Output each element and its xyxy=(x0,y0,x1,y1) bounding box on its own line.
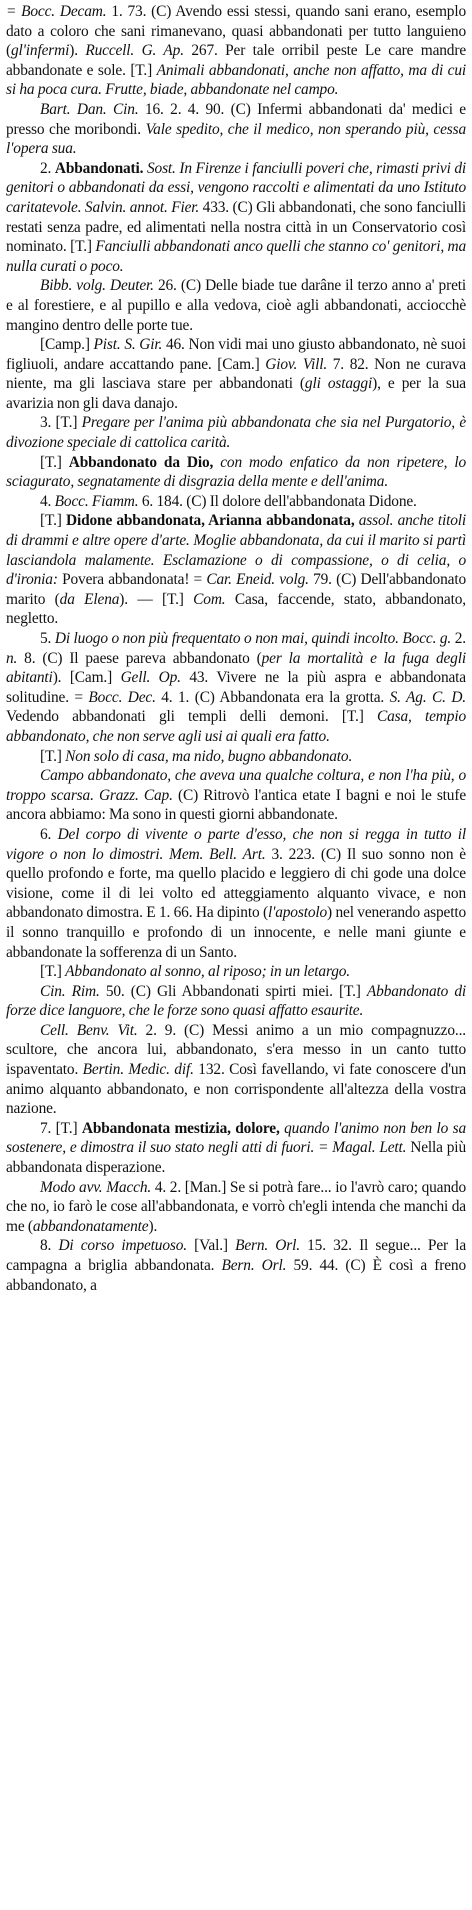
body-text: 6. 184. (C) Il dolore dell'abbandonata Didone. xyxy=(138,492,417,510)
body-text: 3. 223. (C) Il suo sonno non è quello profondo e forte, ma quello placido e leggiero di chi gode una dolce visione, come il di lei volto ed atteggiamento alquanto vivace, e non abbandonato dimostra. E 1. 66. Ha dipinto ( xyxy=(6,845,466,922)
body-text: 2. 9. (C) Messi animo a un mio compagnuzzo... scultore, che ancora lui, abbandonato, s'era messo in un canto tutto ispaventato. xyxy=(6,1021,466,1079)
body-text: 79. (C) Dell'abbandonato marito ( xyxy=(6,571,466,608)
italic-text: Modo avv. Macch. xyxy=(40,1178,152,1196)
bold-headword: Abbandonati. xyxy=(54,159,144,177)
italic-text: Gell. Op. xyxy=(120,669,181,687)
dictionary-paragraph xyxy=(6,962,466,982)
italic-text: Cell. Benv. Vit. xyxy=(40,1021,138,1039)
body-text: Casa, faccende, stato, abbandonato, negletto. xyxy=(6,590,466,628)
italic-text: Sost. In Firenze i fanciulli poveri che, rimasti privi di genitori o abbandonati da essi, vengono raccolti e alimentati da uno Istituto caritatevole. Salvin. annot. Fier. xyxy=(6,159,466,216)
body-text: 4. 2. [Man.] Se si potrà fare... io l'avrò caro; quando che no, io farò le cose all'abbandonata, e vorrò ch'egli intenda che manchi da me ( xyxy=(6,1178,466,1235)
body-text: ). xyxy=(148,1217,158,1235)
body-text: 267. Per tale orribil peste Le care mandre abbandonate e sole. [T.] xyxy=(6,42,467,79)
italic-text: Animali abbandonati, anche non affatto, ma di cui si ha poca cura. Frutte, biade, abbandonate nel campo. xyxy=(6,61,466,99)
italic-text: l'apostolo xyxy=(267,904,328,922)
italic-text: n. xyxy=(6,649,18,667)
body-text: [Val.] xyxy=(186,1237,236,1255)
italic-text: quando l'animo non ben lo sa sostenere, e dimostra il suo stato negli atti di fuori. = Magal. Lett. xyxy=(6,1119,467,1157)
bold-headword: Abbandonata mestizia, dolore, xyxy=(81,1119,280,1137)
dictionary-paragraph xyxy=(6,159,466,277)
body-text: 2. xyxy=(451,630,466,647)
dictionary-paragraph xyxy=(6,766,466,825)
body-text: 59. 44. (C) È così a freno abbandonato, a xyxy=(6,1257,466,1294)
body-text: 50. (C) Gli Abbandonati spirti miei. [T.] xyxy=(99,982,367,1000)
bold-headword: Abbandonato da Dio, xyxy=(68,453,214,471)
body-text: Vedendo abbandonati gli templi delli demoni. [T.] xyxy=(6,708,377,726)
italic-text: Di corso impetuoso. xyxy=(58,1237,187,1255)
italic-text: S. Ag. C. D. xyxy=(389,688,466,706)
italic-text: = Bocc. Decam. xyxy=(6,3,107,20)
dictionary-paragraph xyxy=(6,1021,466,1119)
dictionary-paragraph xyxy=(6,747,466,767)
dictionary-paragraph xyxy=(6,629,466,747)
body-text: 7. 82. Non ne curava niente, ma gli lasciava stare per abbandonati ( xyxy=(6,355,466,393)
body-text: 1. 73. (C) Avendo essi stessi, quando sani erano, esemplo dato a coloro che sani rimanevano, quasi abbandonati per tutto languieno ( xyxy=(6,3,466,60)
body-text: [T.] xyxy=(40,453,69,471)
body-text: 3. [T.] xyxy=(40,414,82,432)
dictionary-paragraph xyxy=(6,100,466,159)
italic-text: Car. Eneid. volg. xyxy=(206,571,309,589)
italic-text: Non solo di casa, ma nido, bugno abbandonato. xyxy=(65,747,353,765)
body-text: 7. [T.] xyxy=(40,1119,82,1137)
body-text: [T.] xyxy=(40,747,66,765)
body-text: 132. Così favellando, vi fate conoscere d'un animo alquanto abbandonato, e non corrispondente all'altezza della vostra nazione. xyxy=(6,1061,466,1118)
body-text: (C) Ritrovò l'antica etate I bagni e noi le stufe ancora abbiamo: Ma sono in questi giorni abbandonate. xyxy=(6,786,466,824)
italic-text: gli ostaggi xyxy=(304,375,373,393)
italic-text: abbandonatamente xyxy=(32,1217,149,1235)
italic-text: Abbandonato al sonno, al riposo; in un letargo. xyxy=(65,963,350,981)
dictionary-paragraph xyxy=(6,413,466,452)
body-text: 6. xyxy=(40,825,58,843)
italic-text: gl'infermi xyxy=(10,42,70,60)
body-text: 26. (C) Delle biade tue darâne il terzo anno a' preti e al forestiere, e al pupillo e alla vedova, cioè agli abbandonati, acciocchè mangino dentro delle porte tue. xyxy=(6,277,466,334)
italic-text: Giov. Vill. xyxy=(265,355,328,373)
italic-text: Ruccell. G. Ap. xyxy=(85,42,184,60)
body-text: 4. 1. (C) Abbandonata era la grotta. xyxy=(155,688,390,706)
dictionary-paragraph xyxy=(6,1119,466,1178)
italic-text: Cin. Rim. xyxy=(40,982,100,1000)
dictionary-paragraph xyxy=(6,1178,466,1237)
italic-text: Pregare per l'anima più abbandonata che sia nel Purgatorio, è divozione speciale di cattolica carità. xyxy=(6,414,466,452)
italic-text: Fanciulli abbandonati anco quelli che stanno co' genitori, ma nulla curati o poco. xyxy=(6,238,467,275)
body-text: ). — [T.] xyxy=(119,590,194,608)
body-text: 433. (C) Gli abbandonati, che sono fanciulli restati senza padre, ed alimentati nella nostra città in un Conservatorio così nominato. [T.] xyxy=(6,198,466,256)
body-text: ). [Cam.] xyxy=(52,669,121,687)
body-text: Povera abbandonata! = xyxy=(57,571,207,589)
body-text: 16. 2. 4. 90. (C) Infermi abbandonati da' medici e presso che moribondi. xyxy=(6,100,466,138)
italic-text: Abbandonato di forze dice languore, che le forze sono quasi affatto esaurite. xyxy=(6,982,467,1020)
dictionary-paragraph xyxy=(6,2,466,100)
dictionary-paragraph xyxy=(6,276,466,335)
italic-text: da Elena xyxy=(59,590,120,608)
italic-text: Bern. Orl. xyxy=(235,1237,300,1255)
dictionary-paragraph xyxy=(6,335,466,413)
italic-text: Com. xyxy=(193,590,226,608)
italic-text: Del corpo di vivente o parte d'esso, che non si regga in tutto il vigore o non lo dimostri. Mem. Bell. Art. xyxy=(6,825,466,863)
dictionary-paragraph xyxy=(6,453,466,492)
body-text: [T.] xyxy=(40,963,66,981)
body-text: ). xyxy=(69,42,86,60)
body-text: 5. xyxy=(40,630,55,647)
italic-text: Casa, tempio abbandonato, che non serve agli usi ai quali era fatto. xyxy=(6,708,466,745)
dictionary-paragraph xyxy=(6,982,466,1021)
bold-headword: Didone abbandonata, Arianna abbandonata, xyxy=(65,512,355,530)
italic-text: Bart. Dan. Cin. xyxy=(40,100,139,118)
body-text: Nella più abbandonata disperazione. xyxy=(6,1139,466,1177)
italic-text: Bibb. volg. Deuter. xyxy=(40,277,154,295)
italic-text: Campo abbandonato, che aveva una qualche coltura, e non l'ha più, o troppo scarsa. Grazz. Cap. xyxy=(6,767,466,804)
body-text: 2. xyxy=(40,159,55,177)
italic-text: Bocc. Dec. xyxy=(88,688,156,706)
italic-text: Bocc. Fiamm. xyxy=(54,492,139,510)
italic-text: Di luogo o non più frequentato o non mai, quindi incolto. Bocc. g. xyxy=(54,630,452,647)
dictionary-paragraph xyxy=(6,1236,466,1295)
body-text: 46. Non vidi mai uno giusto abbandonato, nè suoi figliuoli, andare accattando pane. [Cam.] xyxy=(6,336,466,373)
body-text: 4. xyxy=(40,492,55,510)
body-text: [Camp.] xyxy=(40,336,94,354)
dictionary-paragraph xyxy=(6,825,466,962)
italic-text: Bertin. Medic. dif. xyxy=(82,1061,194,1079)
italic-text: Vale spedito, che il medico, non sperando più, cessa l'opera sua. xyxy=(6,120,467,158)
dictionary-paragraph xyxy=(6,511,466,629)
italic-text: assol. anche titoli di drammi e altre opere d'arte. Moglie abbandonata, da cui il marito si partì lasciandola malamente. Esclamazione o di compassione, o di celia, o d'ironia: xyxy=(6,512,466,589)
body-text: ), e per la sua avarizia non gli dava danajo. xyxy=(6,375,466,412)
body-text: ) nel venerando aspetto il sonno tranquillo e profondo di un innocente, e nelle mani giunte e abbandonate la sofferenza di un Santo. xyxy=(6,904,467,961)
body-text: [T.] xyxy=(40,512,66,530)
italic-text: per la mortalità e la fuga degli abitanti xyxy=(6,649,466,687)
italic-text: Pist. S. Gir. xyxy=(93,336,163,354)
body-text: 8. (C) Il paese pareva abbandonato ( xyxy=(17,649,262,667)
body-text: 43. Vivere ne la più aspra e abbandonata solitudine. = xyxy=(6,669,466,706)
body-text: 8. xyxy=(40,1237,59,1255)
dictionary-paragraph xyxy=(6,492,466,512)
body-text: 15. 32. Il segue... Per la campagna a briglia abbandonata. xyxy=(6,1237,466,1274)
italic-text: Bern. Orl. xyxy=(221,1257,287,1274)
italic-text: con modo enfatico da non ripetere, lo sciagurato, segnatamente di disgrazia della mente e dell'anima. xyxy=(6,453,466,491)
